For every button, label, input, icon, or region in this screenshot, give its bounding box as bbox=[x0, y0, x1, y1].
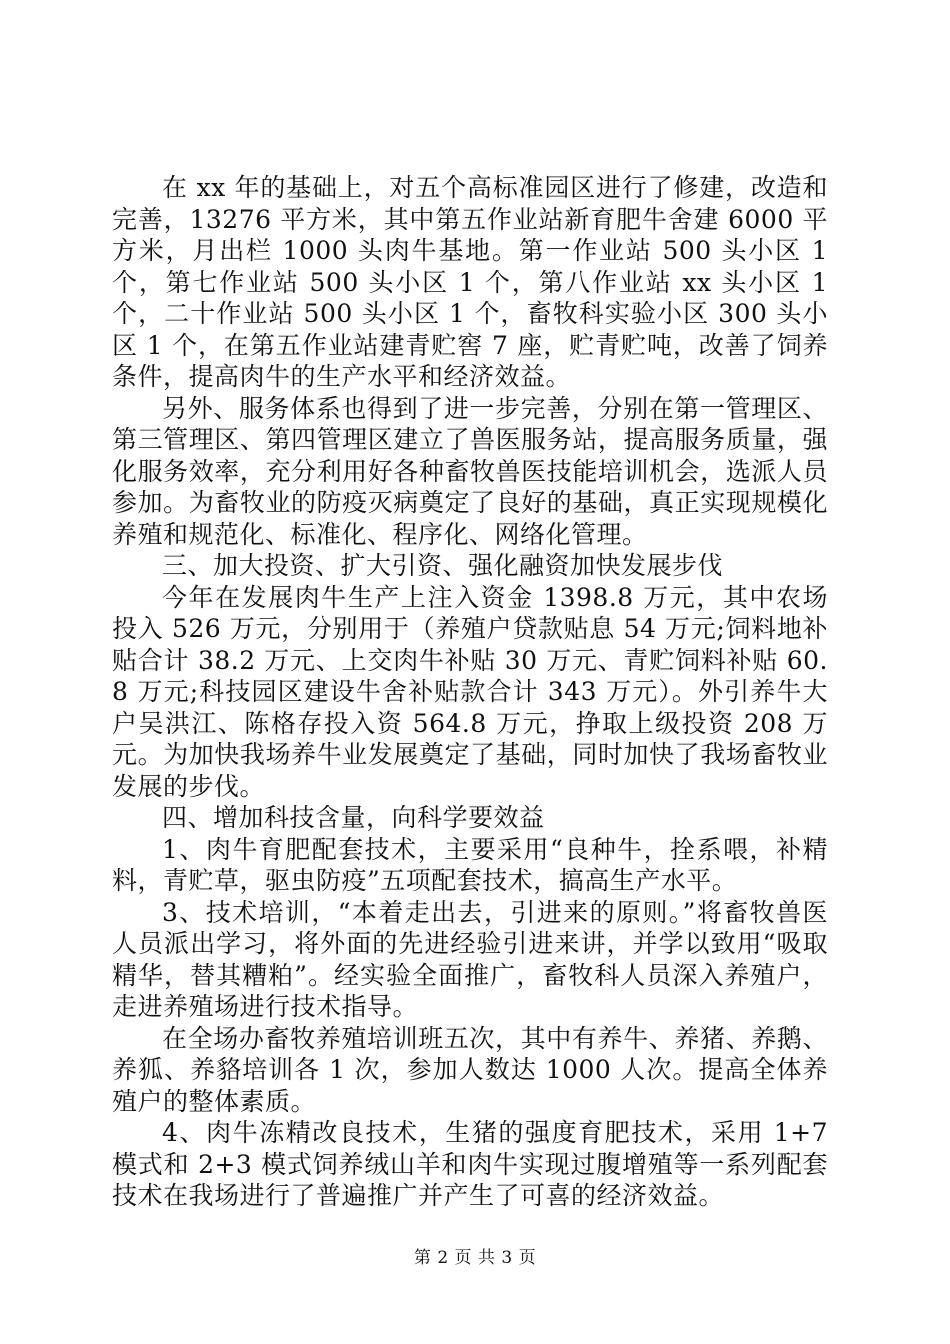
paragraph-fattening-technique: 1、肉牛育肥配套技术，主要采用“良种牛，拴系喂，补精料，青贮草，驱虫防疫”五项配套技术，搞高生产水平。 bbox=[112, 834, 828, 895]
document-body bbox=[112, 172, 828, 1212]
paragraph-technical-training: 3、技术培训，“本着走出去，引进来的原则。”将畜牧兽医人员派出学习，将外面的先进经验引进来讲，并学以致用“吸取精华，替其糟粕”。经实验全面推广，畜牧科人员深入养殖户，走进养殖场进行技术指导。 bbox=[112, 897, 828, 1021]
paragraph-training-classes: 在全场办畜牧养殖培训班五次，其中有养牛、养猪、养鹅、养狐、养貉培训各 1 次，参加人数达 1000 人次。提高全体养殖户的整体素质。 bbox=[112, 1023, 828, 1116]
section-heading-investment: 三、加大投资、扩大引资、强化融资加快发展步伐 bbox=[162, 551, 724, 580]
paragraph-park-construction: 在 xx 年的基础上，对五个高标准园区进行了修建，改造和完善，13276 平方米，其中第五作业站新育肥牛舍建 6000 平方米，月出栏 1000 头肉牛基地。第一作业站 500 头小区 1 个，第七作业站 500 头小区 1 个，第八作业站 xx 头小区 1 个，二十作业站 500 头小区 1 个，畜牧科实验小区 300 头小区 1 个，在第五作业站建青贮窖 7 座，贮青贮吨，改善了饲养条件，提高肉牛的生产水平和经济效益。 bbox=[112, 173, 828, 391]
paragraph-investment: 今年在发展肉牛生产上注入资金 1398.8 万元，其中农场投入 526 万元，分别用于（养殖户贷款贴息 54 万元;饲料地补贴合计 38.2 万元、上交肉牛补贴 30 万元、青贮饲料补贴 60.8 万元;科技园区建设牛舍补贴款合计 343 万元）。外引养牛大户吴洪江、陈格存投入资 564.8 万元，挣取上级投资 208 万元。为加快我场养牛业发展奠定了基础，同时加快了我场畜牧业发展的步伐。 bbox=[112, 582, 828, 801]
paragraph-service-system: 另外、服务体系也得到了进一步完善，分别在第一管理区、第三管理区、第四管理区建立了兽医服务站，提高服务质量，强化服务效率，充分利用好各种畜牧兽医技能培训机会，选派人员参加。为畜牧业的防疫灭病奠定了良好的基础，真正实现规模化养殖和规范化、标准化、程序化、网络化管理。 bbox=[112, 393, 828, 549]
paragraph-improvement-technique: 4、肉牛冻精改良技术，生猪的强度育肥技术，采用 1+7 模式和 2+3 模式饲养绒山羊和肉牛实现过腹增殖等一系列配套技术在我场进行了普遍推广并产生了可喜的经济效益。 bbox=[112, 1118, 828, 1210]
section-heading-technology: 四、增加科技含量，向科学要效益 bbox=[162, 803, 545, 832]
page-number-footer: 第 2 页 共 3 页 bbox=[413, 1248, 537, 1268]
